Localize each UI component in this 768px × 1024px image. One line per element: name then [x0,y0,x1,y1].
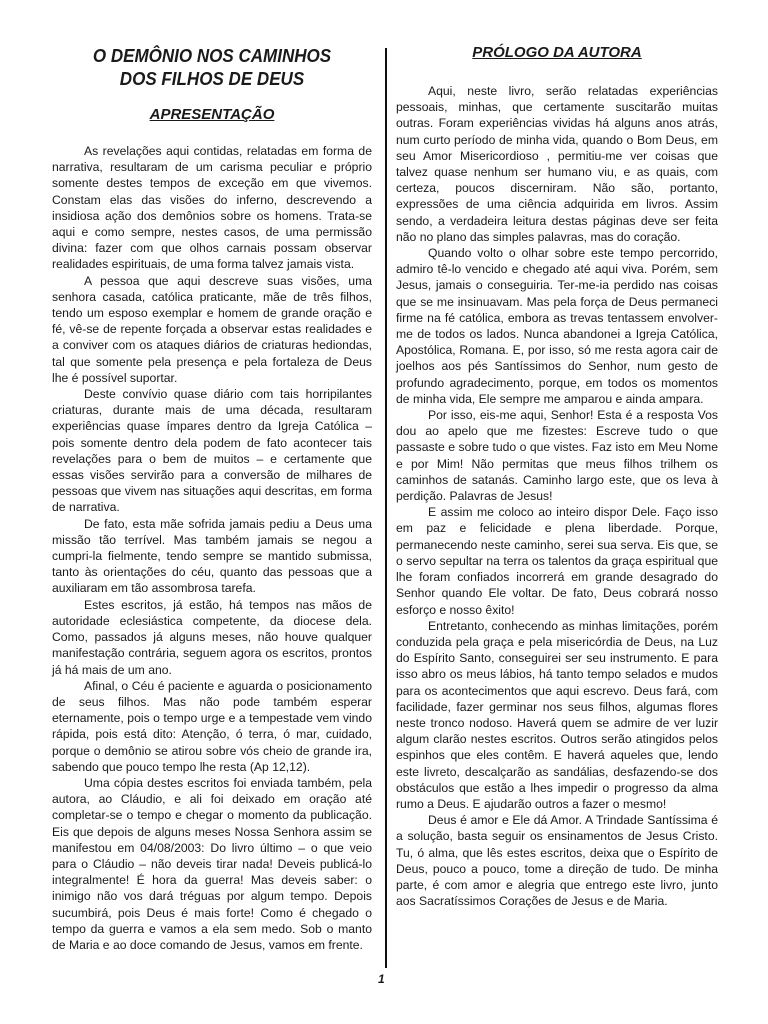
right-column [396,44,718,909]
column-divider [385,48,387,968]
apresentacao-body [52,143,372,953]
book-title [65,44,359,90]
prologo-body [396,83,718,909]
section-heading-apresentacao: APRESENTAÇÃO [149,106,275,123]
paragraph: Deus é amor e Ele dá Amor. A Trindade Santíssima é a solução, basta seguir os ensinamentos de Jesus Cristo. Tu, ó alma, que lês estes escritos, deixa que o Espírito de Deus, pouco a pouco, tome a direção de tudo. De minha parte, é com amor e alegria que entrego este livro, junto aos Sacratíssimos Corações de Jesus e de Maria. [396,813,718,909]
paragraph: Quando volto o olhar sobre este tempo percorrido, admiro tê-lo vencido e chegado até aqui viva. Porém, sem Jesus, jamais o conseguiria. Ter-me-ia perdido nas coisas que se me insinuavam. Mas pela força de Deus permaneci firme na fé católica, embora as trevas tentassem envolver-me de todos os lados. Nunca abandonei a Igreja Católica, Apostólica, Romana. E, por isso, só me resta agora cair de joelhos aos pés Santíssimos do Senhor, num gesto de profundo agradecimento, porque, em todos os momentos de minha vida, Ele sempre me amparou e ainda ampara. [396,246,718,406]
paragraph: As revelações aqui contidas, relatadas em forma de narrativa, resultaram de um carisma peculiar e próprio somente destes tempos de exceção em que vivemos. Constam elas das visões do inferno, descrevendo a insidiosa ação dos demônios sobre os homens. Trata-se aqui e como sempre, nestes casos, de uma permissão divina: fazer com que olhos carnais possam observar realidades espirituais, de uma forma talvez jamais vista. [52,144,372,272]
paragraph: E assim me coloco ao inteiro dispor Dele. Faço isso em paz e felicidade e plena liberdade. Porque, permanecendo neste caminho, serei sua serva. Eis que, se o servo sepultar na terra os talentos da graça espiritual que lhe foram confiados incorrerá em grande desagrado do Senhor quando Ele voltar. De fato, Deus cobrará nosso esforço e nosso êxito! [396,505,718,617]
paragraph: Entretanto, conhecendo as minhas limitações, porém conduzida pela graça e pela misericórdia de Deus, na Luz do Espírito Santo, conseguirei ser seu instrumento. E para isso abro os meus lábios, há tanto tempo selados e mudos para os acontecimentos que aqui escrevo. Deus fará, com facilidade, fazer germinar nos seus filhos, algumas flores neste tronco nodoso. Haverá quem se admire de ver luzir algum clarão nestes escritos. Outros serão atingidos pelos espinhos que eles contêm. E haverá aqueles que, lendo este livreto, descalçarão as sandálias, desfazendo-se dos obstáculos que estão a lhes impedir o progresso da alma rumo a Deus. E ajudarão outros a fazer o mesmo! [396,618,718,811]
left-column [52,44,372,953]
book-title-line-1: O DEMÔNIO NOS CAMINHOS [92,45,332,66]
paragraph: De fato, esta mãe sofrida jamais pediu a Deus uma missão tão terrível. Mas também jamais se negou a cumpri-la fielmente, tendo sempre se mantido submissa, tanto às orientações do céu, quanto das pessoas que a auxiliaram em tão assombrosa tarefa. [52,516,372,596]
paragraph: Estes escritos, já estão, há tempos nas mãos de autoridade eclesiástica competente, da diocese dela. Como, passados já alguns meses, não houve qualquer manifestação contrária, seguem agora os escritos, prontos já há mais de um ano. [52,597,372,677]
paragraph: A pessoa que aqui descreve suas visões, uma senhora casada, católica praticante, mãe de três filhos, tendo um esposo exemplar e homem de grande oração e fé, vê-se de repente forçada a observar estas realidades e a conviver com os ataques diários de criaturas hediondas, tal que somente pela presença e pela fortaleza de Deus lhe é possível suportar. [52,273,372,385]
section-heading-prologo: PRÓLOGO DA AUTORA [472,44,642,61]
page-number: 1 [378,972,385,986]
paragraph: Deste convívio quase diário com tais horripilantes criaturas, durante mais de uma década, resultaram experiências quase ímpares dentro da Igreja Católica – pois somente dentro dela podem de fato acontecer tais revelações para o bem de muitos – e certamente que essas visões servirão para a conversão de milhares de pessoas que vivem nas situações aqui descritas, em forma de narrativa. [52,387,372,515]
paragraph: Afinal, o Céu é paciente e aguarda o posicionamento de seus filhos. Mas não pode também esperar eternamente, pois o tempo urge e a tempestade vem vindo rápida, pois está dito: Atenção, ó terra, ó mar, cuidado, porque o demônio se atirou sobre vós cheio de grande ira, sabendo que pouco tempo lhe resta (Ap 12,12). [52,678,372,774]
book-title-line-2: DOS FILHOS DE DEUS [119,68,305,89]
paragraph: Uma cópia destes escritos foi enviada também, pela autora, ao Cláudio, e ali foi deixado em oração até completar-se o tempo e chegar o momento da publicação. Eis que depois de alguns meses Nossa Senhora assim se manifestou em 04/08/2003: Do livro último – o que veio para o Cláudio – não deveis tirar nada! Deveis publicá-lo integralmente! É hora da guerra! Mas deveis saber: o inimigo não vos dará tréguas por algum tempo. Depois sucumbirá, pois Deus é mais forte! Como é chegado o tempo da guerra e vamos a ela sem medo. Sob o manto de Maria e ao doce comando de Jesus, vamos em frente. [52,775,372,952]
paragraph: Por isso, eis-me aqui, Senhor! Esta é a resposta Vos dou ao apelo que me fizestes: Escreve tudo o que passaste e sobre tudo o que vistes. Faz isto em Meu Nome e por Mim! Não permitas que meus filhos trilhem os caminhos de satanás. Caminho largo este, que os leva à perdição. Palavras de Jesus! [396,408,718,504]
paragraph: Aqui, neste livro, serão relatadas experiências pessoais, minhas, que certamente suscitarão muitas outras. Foram experiências vividas há alguns anos atrás, num curto período de minha vida, quando o Bom Deus, em seu Amor Misericordioso , permitiu-me ver coisas que talvez quase nenhum ser humano viu, e as quais, com certeza, poucos discerniram. Não são, portanto, expressões de uma ciência adquirida em livros. Assim sendo, a verdadeira leitura destas páginas deve ser feita não no plano das simples palavras, mas do coração. [396,84,718,244]
